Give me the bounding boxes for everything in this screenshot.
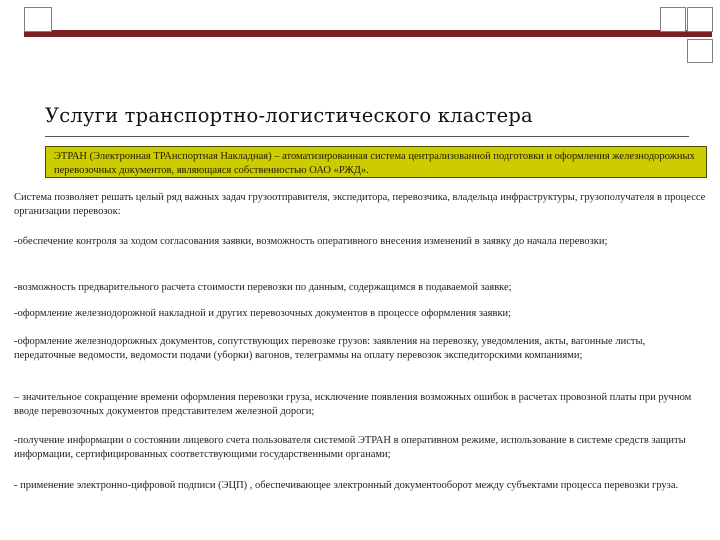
list-item: -оформление железнодорожной накладной и других перевозочных документов в процессе оформления заявки; [14, 308, 512, 319]
decorative-grid-square [687, 7, 713, 32]
decorative-grid-square [24, 7, 52, 32]
decorative-grid-square [687, 39, 713, 63]
intro-paragraph: Система позволяет решать целый ряд важных задач грузоотправителя, экспедитора, перевозчика, владельца инфраструктуры, грузополучателя в процессе организации перевозок: [14, 192, 706, 217]
list-item: - применение электронно-цифровой подписи (ЭЦП) , обеспечивающее электронный документооборот между субъектами процесса перевозки груза. [14, 480, 679, 491]
slide-title: Услуги транспортно-логистического кластера [45, 104, 533, 127]
list-item: -возможность предварительного расчета стоимости перевозки по данным, содержащимся в подаваемой заявке; [14, 282, 512, 293]
decorative-grid-square [660, 7, 686, 32]
etran-definition-box: ЭТРАН (Электронная ТРАнспортная Накладная) – атоматизированная система централизованной подготовки и оформления железнодорожных перевозочных документов, являющаяся собственностью ОАО «РЖД». [45, 146, 707, 178]
list-item: -получение информации о состоянии лицевого счета пользователя системой ЭТРАН в оперативном режиме, использование в системе средств защиты информации, сертифицированных соответствующими государственными органами; [14, 435, 686, 460]
list-item: -оформление железнодорожных документов, сопутствующих перевозке грузов: заявления на перевозку, уведомления, акты, вагонные листы, передаточные ведомости, ведомости подачи (уборки) вагонов, телеграммы на оплату перевозок экспедиторскими компаниями; [14, 336, 646, 361]
title-underline [45, 136, 689, 137]
list-item: – значительное сокращение времени оформления перевозки груза, исключение появления возможных ошибок в расчетах провозной платы при ручном вводе перевозочных документов представителем железной дороги; [14, 392, 692, 417]
list-item: -обеспечение контроля за ходом согласования заявки, возможность оперативного внесения изменений в заявку до начала перевозки; [14, 236, 608, 247]
top-decorative-bar [24, 30, 712, 37]
